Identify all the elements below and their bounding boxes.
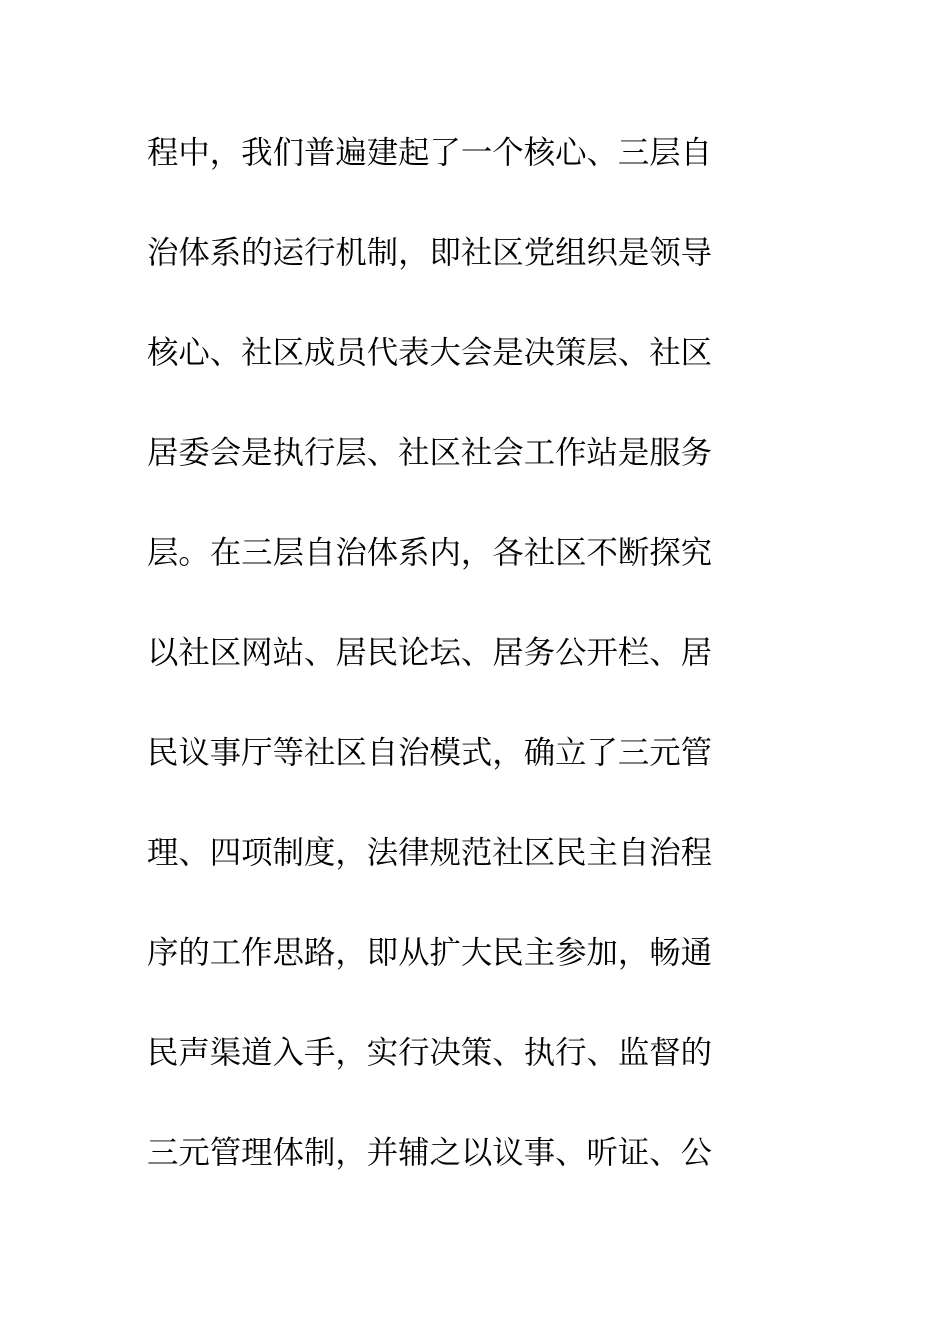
body-text [147,126,807,1226]
text-line: 层。在三层自治体系内，各社区不断探究 [147,535,713,571]
text-line: 序的工作思路，即从扩大民主参加，畅通 [147,935,713,971]
text-line: 核心、社区成员代表大会是决策层、社区 [147,335,713,371]
text-line: 三元管理体制，并辅之以议事、听证、公 [147,1135,713,1171]
text-line: 治体系的运行机制，即社区党组织是领导 [147,235,713,271]
text-line: 居委会是执行层、社区社会工作站是服务 [147,435,713,471]
text-line: 民声渠道入手，实行决策、执行、监督的 [147,1035,713,1071]
text-line: 理、四项制度，法律规范社区民主自治程 [147,835,713,871]
text-line: 程中，我们普遍建起了一个核心、三层自 [147,135,713,171]
text-line: 以社区网站、居民论坛、居务公开栏、居 [147,635,713,671]
text-line: 民议事厅等社区自治模式，确立了三元管 [147,735,713,771]
